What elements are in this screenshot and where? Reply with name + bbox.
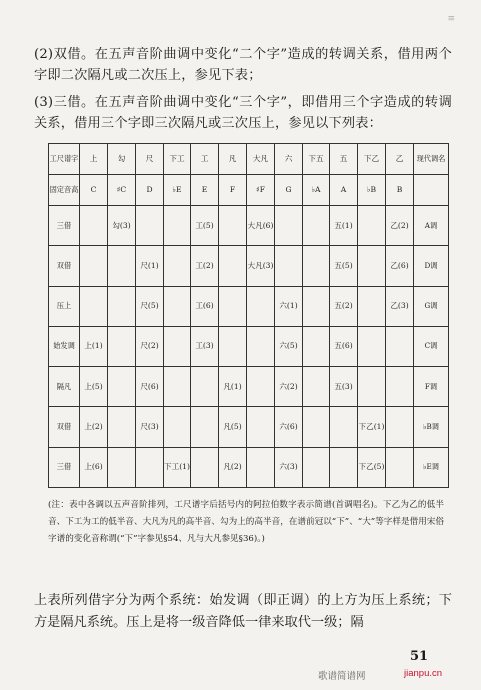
table-cell: 凡(1): [219, 367, 247, 407]
table-cell: 下乙(5): [358, 447, 386, 487]
table-cell: A调: [414, 206, 449, 246]
table-cell: 六(2): [275, 367, 303, 407]
table-cell: G调: [414, 286, 449, 326]
table-cell: [247, 407, 275, 447]
table-row: [49, 367, 449, 407]
table-note: (注：表中各调以五声音阶排列，工尺谱字后括号内的阿拉伯数字表示简谱(首调唱名)。下乙为乙的低半音、下工为工的低半音、大凡为凡的高半音、勾为上的高半音，在谱前冠以“下”、“大”等字样是借用宋俗字谱的变化音称谓(“下”字参见§54、凡与大凡参见§36)。): [48, 500, 444, 544]
table-cell: [191, 367, 219, 407]
table-cell: [275, 206, 303, 246]
table-cell: [164, 367, 191, 407]
table-cell: C调: [414, 326, 449, 366]
table-row: [49, 246, 449, 286]
table-cell: [303, 367, 330, 407]
table-cell: 下五: [303, 144, 330, 175]
table-cell: A: [330, 175, 358, 206]
table-cell: 下乙(1): [358, 407, 386, 447]
table-cell: [303, 286, 330, 326]
table-cell: 三借: [49, 206, 80, 246]
table-cell: 上(6): [80, 447, 108, 487]
table-cell: [80, 246, 108, 286]
table-cell: [247, 286, 275, 326]
table-cell: [80, 286, 108, 326]
table-cell: ♭A: [303, 175, 330, 206]
table-cell: 乙(2): [386, 206, 414, 246]
table-row: [49, 326, 449, 366]
table-cell: 五(2): [330, 286, 358, 326]
table-cell: [386, 367, 414, 407]
table-cell: [164, 246, 191, 286]
table-cell: [275, 246, 303, 286]
table-cell: 尺(2): [136, 326, 164, 366]
table-cell: 凡: [219, 144, 247, 175]
table-cell: [303, 447, 330, 487]
table-cell: [191, 447, 219, 487]
table-cell: F: [219, 175, 247, 206]
table-cell: 五(1): [330, 206, 358, 246]
table-cell: [330, 447, 358, 487]
table-cell: [108, 286, 136, 326]
table-cell: 固定音高: [49, 175, 80, 206]
table-cell: 凡(2): [219, 447, 247, 487]
table-cell: [303, 407, 330, 447]
table-cell: ♭E: [164, 175, 191, 206]
table-cell: 尺(1): [136, 246, 164, 286]
table-cell: [164, 326, 191, 366]
table-cell: 隔凡: [49, 367, 80, 407]
table-cell: [386, 326, 414, 366]
table-row: [49, 286, 449, 326]
table-cell: 六(5): [275, 326, 303, 366]
table-cell: [108, 367, 136, 407]
table-cell: [358, 326, 386, 366]
table-cell: 工: [191, 144, 219, 175]
table-cell: 勾: [108, 144, 136, 175]
table-cell: 六: [275, 144, 303, 175]
table-cell: ♭B: [358, 175, 386, 206]
table-cell: 下乙: [358, 144, 386, 175]
table-cell: 六(3): [275, 447, 303, 487]
table-cell: 乙: [386, 144, 414, 175]
table-cell: 乙(6): [386, 246, 414, 286]
table-cell: C: [80, 175, 108, 206]
table-cell: 大凡: [247, 144, 275, 175]
table-cell: [219, 286, 247, 326]
table-cell: D: [136, 175, 164, 206]
table-cell: [164, 407, 191, 447]
table-cell: 下工: [164, 144, 191, 175]
paragraph-double-borrow: (2)双借。在五声音阶曲调中变化“二个字”造成的转调关系，借用两个字即二次隔凡或二次压上，参见下表；: [34, 47, 452, 83]
table-cell: [358, 206, 386, 246]
table-cell: [108, 407, 136, 447]
table-cell: [136, 447, 164, 487]
table-cell: [358, 286, 386, 326]
table-cell: [303, 246, 330, 286]
table-cell: 工(6): [191, 286, 219, 326]
table-cell: 压上: [49, 286, 80, 326]
table-cell: [358, 367, 386, 407]
paragraph-triple-borrow: (3)三借。在五声音阶曲调中变化“三个字”，即借用三个字造成的转调关系，借用三个字即三次隔凡或三次压上，参见以下列表：: [34, 95, 452, 131]
table-cell: [219, 246, 247, 286]
borrow-key-table: [48, 143, 449, 488]
table-cell: 勾(3): [108, 206, 136, 246]
table-cell: ♯F: [247, 175, 275, 206]
table-cell: F调: [414, 367, 449, 407]
table-cell: ♯C: [108, 175, 136, 206]
table-cell: 双借: [49, 407, 80, 447]
table-cell: [303, 326, 330, 366]
table-cell: 工(5): [191, 206, 219, 246]
table-cell: 三借: [49, 447, 80, 487]
table-header-row: [49, 144, 449, 175]
table-cell: [386, 447, 414, 487]
table-cell: [108, 326, 136, 366]
bottom-paragraph: 上表所列借字分为两个系统：始发调（即正调）的上方为压上系统；下方是隔凡系统。压上是将一级音降低一律来取代一级；隔: [34, 593, 452, 630]
table-cell: 五(3): [330, 367, 358, 407]
table-cell: [108, 246, 136, 286]
table-cell: [330, 407, 358, 447]
table-cell: ♭B调: [414, 407, 449, 447]
watermark-url: jianpu.cn: [404, 668, 443, 679]
table-cell: 尺(6): [136, 367, 164, 407]
table-cell: [386, 407, 414, 447]
table-cell: 尺: [136, 144, 164, 175]
table-cell: 工尺谱字: [49, 144, 80, 175]
table-cell: [219, 326, 247, 366]
table-body: [49, 144, 449, 488]
table-cell: 乙(3): [386, 286, 414, 326]
table-cell: [191, 407, 219, 447]
table-cell: [136, 206, 164, 246]
table-cell: [414, 175, 449, 206]
table-pitch-row: [49, 175, 449, 206]
table-cell: 五(5): [330, 246, 358, 286]
table-cell: [219, 206, 247, 246]
table-cell: E: [191, 175, 219, 206]
table-cell: 工(3): [191, 326, 219, 366]
table-cell: [303, 206, 330, 246]
table-cell: 工(2): [191, 246, 219, 286]
table-cell: 大凡(6): [247, 206, 275, 246]
table-cell: 六(6): [275, 407, 303, 447]
table-cell: 上: [80, 144, 108, 175]
table-cell: ♭E调: [414, 447, 449, 487]
table-cell: [80, 206, 108, 246]
table-cell: D调: [414, 246, 449, 286]
table-cell: G: [275, 175, 303, 206]
table-row: [49, 447, 449, 487]
table-cell: [108, 447, 136, 487]
table-cell: 五(6): [330, 326, 358, 366]
table-cell: 现代调名: [414, 144, 449, 175]
table-cell: [358, 246, 386, 286]
table-cell: [247, 326, 275, 366]
table-cell: [164, 206, 191, 246]
table-cell: [247, 447, 275, 487]
table-cell: 凡(5): [219, 407, 247, 447]
table-cell: 上(5): [80, 367, 108, 407]
table-cell: [164, 286, 191, 326]
table-cell: 尺(5): [136, 286, 164, 326]
watermark-site-name: 歌谱简谱网: [318, 671, 366, 682]
table-cell: 上(2): [80, 407, 108, 447]
corner-mark: ≡: [447, 14, 455, 24]
table-cell: 大凡(3): [247, 246, 275, 286]
table-cell: 始发调: [49, 326, 80, 366]
table-cell: [247, 367, 275, 407]
table-cell: 五: [330, 144, 358, 175]
table-row: [49, 206, 449, 246]
table-cell: 尺(3): [136, 407, 164, 447]
table-cell: 下工(1): [164, 447, 191, 487]
page-number: 51: [410, 649, 429, 664]
table-row: [49, 407, 449, 447]
table-cell: 六(1): [275, 286, 303, 326]
table-cell: 上(1): [80, 326, 108, 366]
table-cell: B: [386, 175, 414, 206]
table-cell: 双借: [49, 246, 80, 286]
